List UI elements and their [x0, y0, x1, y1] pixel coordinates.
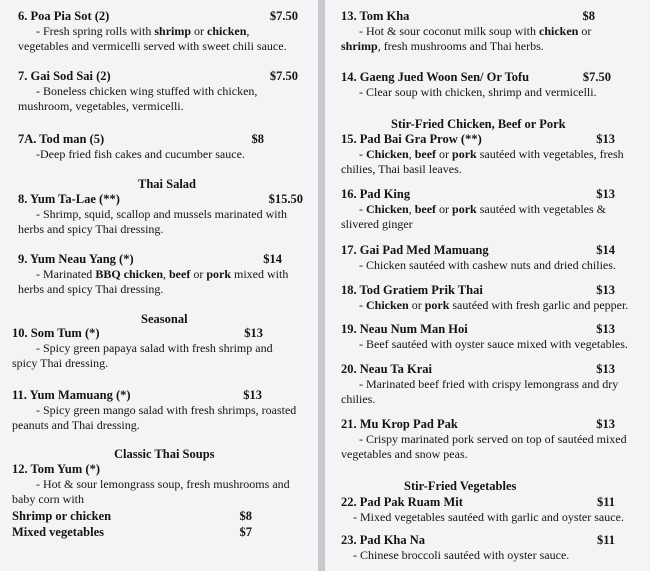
item-description — [341, 377, 641, 407]
item-name: 19. Neau Num Man Hoi — [341, 322, 468, 336]
menu-item — [341, 243, 641, 273]
item-price: $7.50 — [269, 69, 298, 83]
description-text: , — [408, 147, 415, 161]
section-heading: Classic Thai Soups — [114, 447, 215, 461]
item-name: 21. Mu Krop Pad Pak — [341, 417, 458, 431]
section-heading: Seasonal — [141, 312, 188, 326]
section-heading: Thai Salad — [138, 177, 197, 191]
item-price: $13 — [596, 417, 615, 431]
emphasized-text: Chicken — [366, 202, 409, 216]
emphasized-text: chicken — [539, 24, 579, 38]
item-description — [341, 202, 641, 232]
item-description — [341, 510, 641, 525]
emphasized-text: pork — [424, 298, 450, 312]
description-text: - Marinated — [36, 267, 96, 281]
item-name: 15. Pad Bai Gra Prow (**) — [341, 132, 482, 146]
description-text: - — [359, 147, 366, 161]
description-text: or — [190, 267, 207, 281]
description-text: sautéed with vegetables & slivered ginger — [341, 202, 606, 231]
menu-item — [18, 69, 298, 114]
emphasized-text: BBQ chicken — [95, 267, 163, 281]
item-price: $11 — [596, 533, 615, 547]
item-description — [341, 432, 641, 462]
item-description — [341, 337, 641, 352]
item-name: 7. Gai Sod Sai (2) — [18, 69, 111, 83]
emphasized-text: Chicken — [366, 147, 409, 161]
emphasized-text: pork — [452, 147, 477, 161]
item-name: 18. Tod Gratiem Prik Thai — [341, 283, 483, 297]
item-price: $8 — [582, 9, 595, 23]
description-text: , — [163, 267, 169, 281]
item-description — [341, 548, 641, 563]
emphasized-text: pork — [206, 267, 232, 281]
item-description — [18, 207, 303, 237]
description-text: - Spicy green mango salad with fresh shrimps, roasted peanuts and Thai dressing. — [12, 403, 297, 432]
item-name: 13. Tom Kha — [341, 9, 410, 23]
item-description — [12, 341, 297, 371]
item-description — [341, 258, 641, 273]
description-text: sautéed with fresh garlic and pepper. — [449, 298, 629, 312]
item-price: $14 — [596, 243, 615, 257]
item-price: $7.50 — [582, 70, 611, 84]
item-name: 23. Pad Kha Na — [341, 533, 426, 547]
menu-item — [341, 533, 641, 563]
item-name: 14. Gaeng Jued Woon Sen/ Or Tofu — [341, 70, 530, 84]
description-text: - Beef sautéed with oyster sauce mixed with vegetables. — [359, 337, 628, 351]
description-text: - — [359, 202, 366, 216]
emphasized-text: chicken — [207, 24, 247, 38]
menu-item — [18, 132, 298, 162]
page-fold — [318, 0, 325, 571]
emphasized-text: beef — [169, 267, 191, 281]
emphasized-text: pork — [452, 202, 477, 216]
emphasized-text: beef — [414, 147, 437, 161]
item-price: $13 — [596, 283, 615, 297]
item-price: $13 — [243, 388, 262, 402]
item-name: 22. Pad Pak Ruam Mit — [341, 495, 463, 509]
description-text: or — [408, 298, 425, 312]
menu-item — [341, 70, 611, 100]
description-text: - Shrimp, squid, scallop and mussels marinated with herbs and spicy Thai dressing. — [18, 207, 287, 236]
description-text: or — [191, 24, 208, 38]
description-text: , — [408, 202, 415, 216]
item-description — [341, 85, 611, 100]
item-description — [341, 298, 641, 313]
item-description — [12, 403, 312, 433]
item-price: $13 — [596, 362, 615, 376]
description-text: - Chinese broccoli sautéed with oyster sauce. — [353, 548, 570, 562]
item-name: 10. Som Tum (*) — [12, 326, 100, 340]
description-text: - — [359, 298, 366, 312]
description-text: - Marinated beef fried with crispy lemongrass and dry chilies. — [341, 377, 619, 406]
description-text: sautéed with vegetables, fresh chilies, Thai basil leaves. — [341, 147, 624, 176]
section-heading: Stir-Fried Chicken, Beef or Pork — [391, 117, 566, 131]
item-price: $14 — [263, 252, 282, 266]
option-label: Shrimp or chicken — [12, 509, 112, 523]
description-text: , vegetables and vermicelli served with sweet chili sauce. — [18, 24, 287, 53]
price-option — [12, 508, 252, 524]
item-price: $8 — [251, 132, 264, 146]
description-text: - Crispy marinated pork served on top of sautéed mixed vegetables and snow peas. — [341, 432, 627, 461]
item-name: 9. Yum Neau Yang (*) — [18, 252, 134, 266]
description-text: - Fresh spring rolls with — [36, 24, 155, 38]
item-description — [18, 147, 298, 162]
item-name: 8. Yum Ta-Lae (**) — [18, 192, 120, 206]
menu-item — [341, 362, 641, 407]
item-price: $15.50 — [268, 192, 303, 206]
description-text: -Deep fried fish cakes and cucumber sauce. — [36, 147, 245, 161]
item-name: 16. Pad King — [341, 187, 411, 201]
price-option — [12, 524, 252, 540]
menu-item — [18, 192, 303, 237]
option-price: $8 — [239, 509, 252, 523]
menu-item — [341, 322, 641, 352]
description-text: - Boneless chicken wing stuffed with chicken, mushroom, vegetables, vermicelli. — [18, 84, 258, 113]
item-name: 11. Yum Mamuang (*) — [12, 388, 131, 402]
menu-item — [341, 187, 641, 232]
menu-item — [12, 462, 304, 540]
description-text: - Spicy green papaya salad with fresh shrimp and spicy Thai dressing. — [12, 341, 273, 370]
item-name: 7A. Tod man (5) — [18, 132, 105, 146]
description-text: or — [436, 147, 453, 161]
item-name: 20. Neau Ta Krai — [341, 362, 432, 376]
item-name: 17. Gai Pad Med Mamuang — [341, 243, 489, 257]
item-description — [18, 267, 300, 297]
item-price: $13 — [596, 187, 615, 201]
menu-item — [18, 9, 298, 54]
item-name: 6. Poa Pia Sot (2) — [18, 9, 110, 23]
description-text: - Clear soup with chicken, shrimp and vermicelli. — [359, 85, 597, 99]
emphasized-text: shrimp — [154, 24, 192, 38]
item-price: $13 — [244, 326, 263, 340]
description-text: - Hot & sour coconut milk soup with — [359, 24, 539, 38]
description-text: or — [436, 202, 453, 216]
section-heading: Stir-Fried Vegetables — [404, 479, 517, 493]
item-price: $11 — [596, 495, 615, 509]
description-text: mixed with herbs and spicy Thai dressing. — [18, 267, 289, 296]
item-description — [341, 147, 641, 177]
item-price: $13 — [596, 322, 615, 336]
menu-item — [341, 495, 641, 525]
description-text: or — [578, 24, 592, 38]
item-name: 12. Tom Yum (*) — [12, 462, 100, 476]
description-text: - Chicken sautéed with cashew nuts and dried chilies. — [359, 258, 616, 272]
menu-item — [341, 283, 641, 313]
item-description — [18, 84, 298, 114]
item-price: $13 — [596, 132, 615, 146]
item-description — [341, 24, 609, 54]
emphasized-text: beef — [414, 202, 437, 216]
description-text: - Mixed vegetables sautéed with garlic and oyster sauce. — [353, 510, 624, 524]
menu-item — [341, 417, 641, 462]
menu-item — [341, 9, 609, 54]
item-description — [18, 24, 298, 54]
menu-item — [18, 252, 300, 297]
item-description — [12, 477, 304, 507]
emphasized-text: shrimp — [341, 39, 378, 53]
menu-item — [12, 388, 312, 433]
option-price: $7 — [239, 525, 252, 539]
description-text: - Hot & sour lemongrass soup, fresh mushrooms and baby corn with — [12, 477, 290, 506]
description-text: , fresh mushrooms and Thai herbs. — [377, 39, 544, 53]
item-price: $7.50 — [269, 9, 298, 23]
menu-item — [341, 132, 641, 177]
menu-item — [12, 326, 297, 371]
emphasized-text: Chicken — [366, 298, 409, 312]
option-label: Mixed vegetables — [12, 525, 104, 539]
